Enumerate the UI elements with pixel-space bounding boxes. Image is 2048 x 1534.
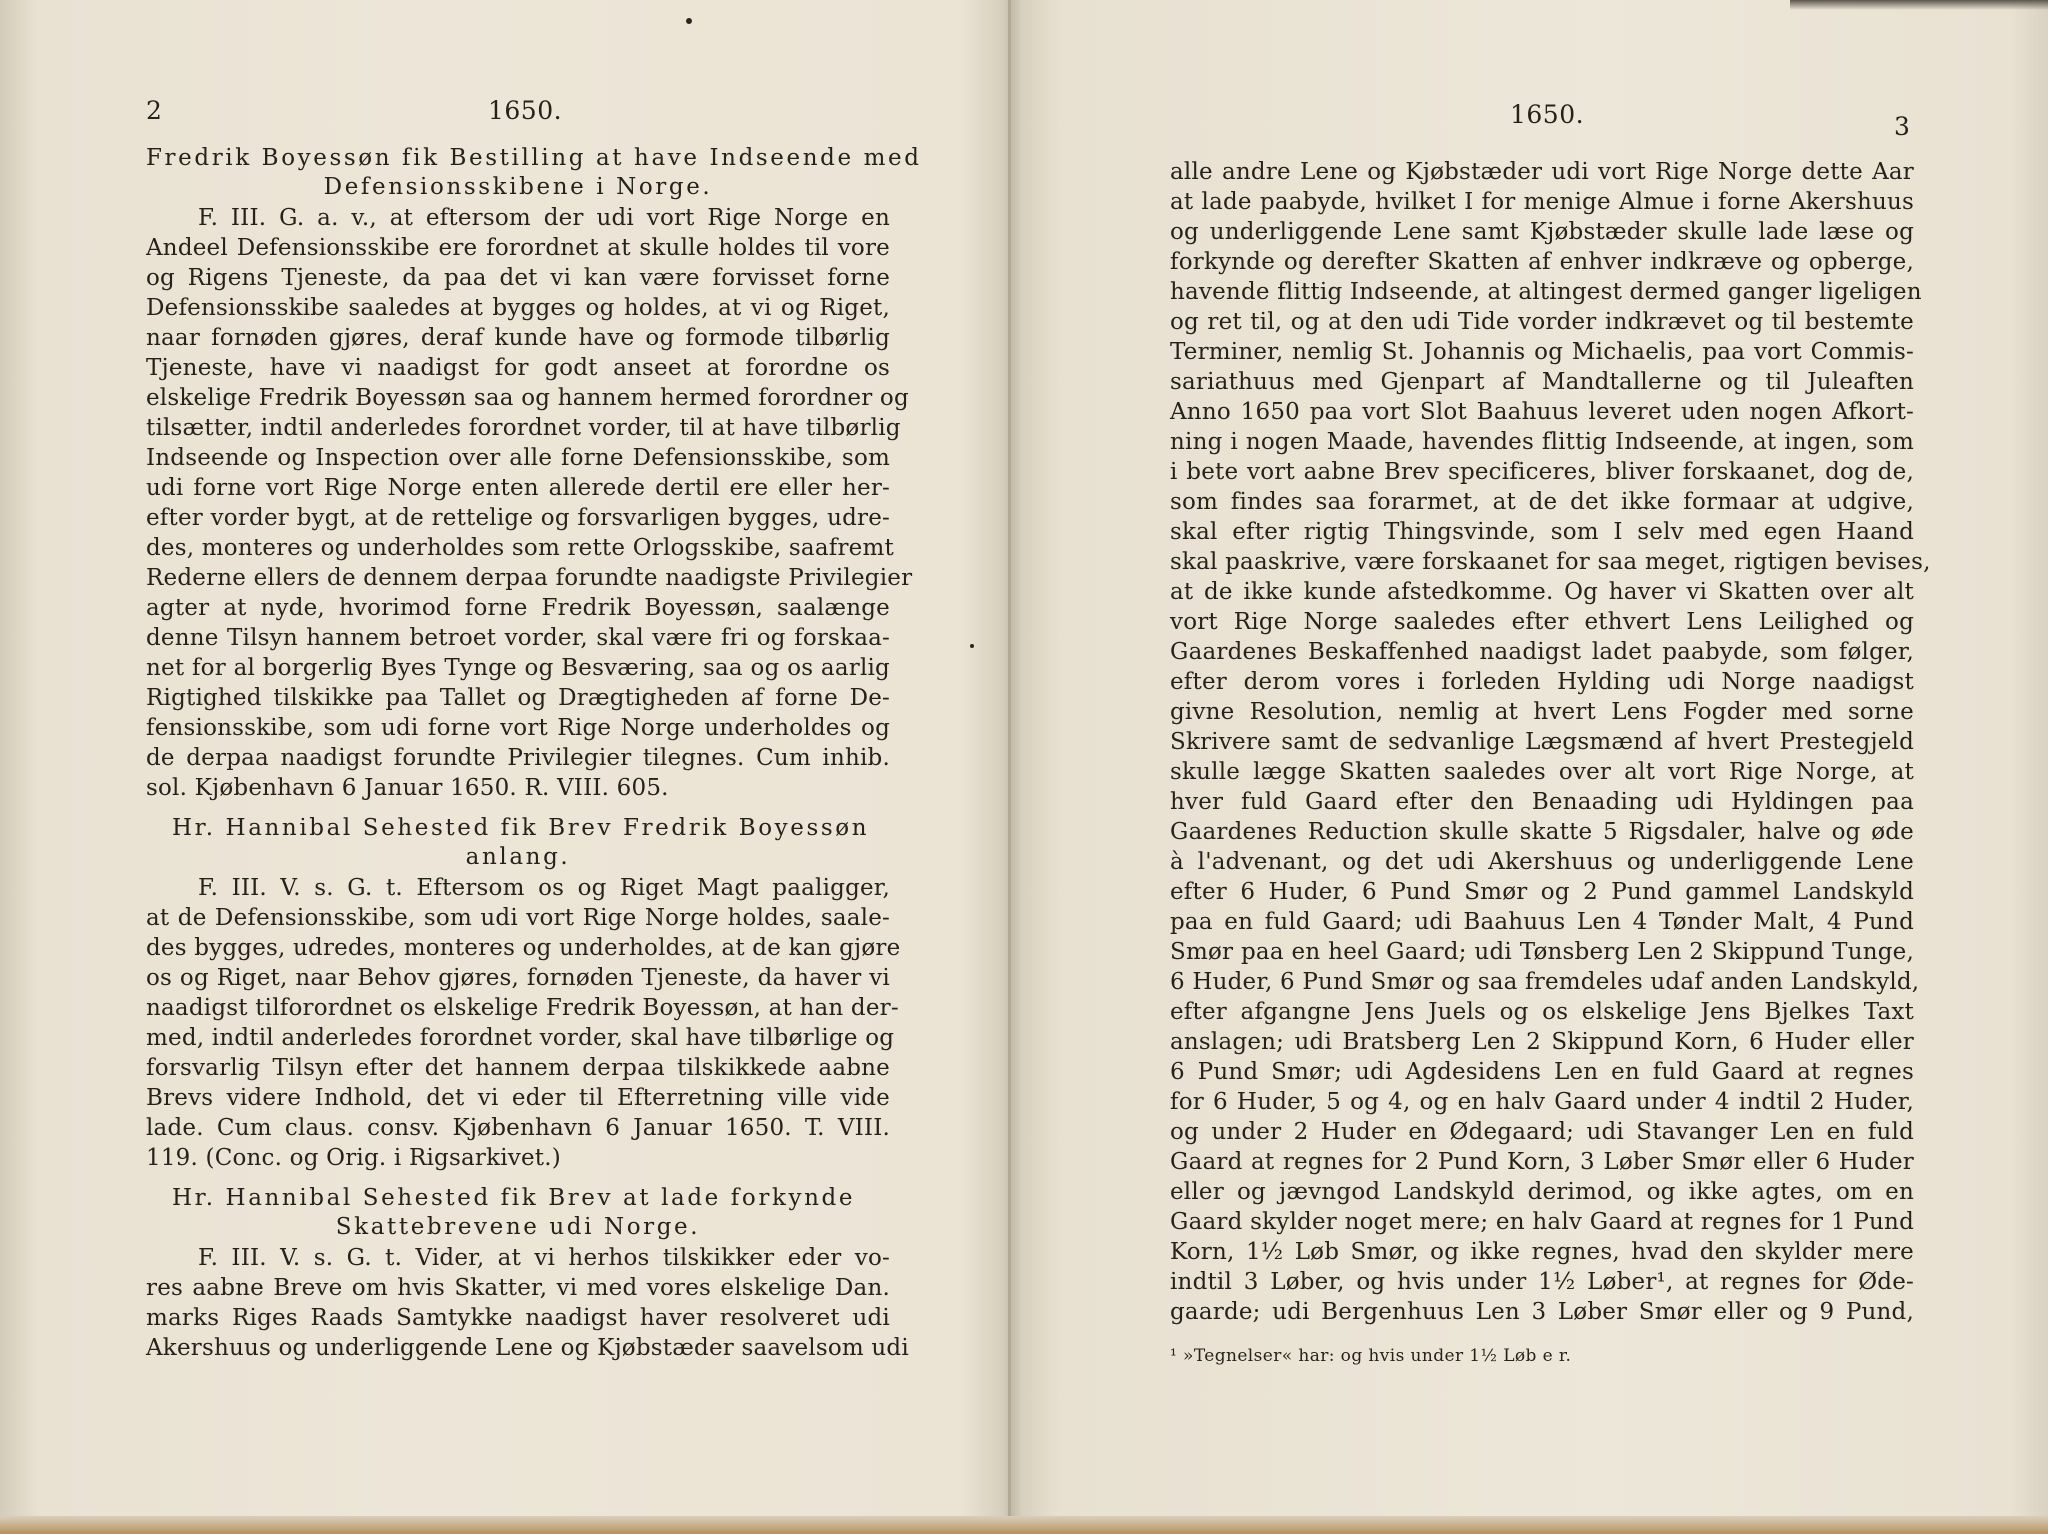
text-line: fensionsskibe, som udi forne vort Rige Norge underholdes og bbox=[146, 715, 890, 741]
text-line: skal efter rigtig Thingsvinde, som I selv med egen Haand bbox=[1170, 519, 1914, 545]
text-line: Anno 1650 paa vort Slot Baahuus leveret uden nogen Afkort- bbox=[1170, 399, 1914, 425]
text-line: Gaardenes Beskaffenhed naadigst ladet paabyde, som følger, bbox=[1170, 639, 1914, 665]
entry-heading-line: Fredrik Boyessøn fik Bestilling at have Indseende med bbox=[146, 145, 922, 171]
text-line: F. III. V. s. G. t. Eftersom os og Riget Magt paaligger, bbox=[198, 875, 890, 901]
text-line: Tjeneste, have vi naadigst for godt anseet at forordne os bbox=[146, 355, 890, 381]
text-line: efter 6 Huder, 6 Pund Smør og 2 Pund gammel Landskyld bbox=[1170, 879, 1914, 905]
text-line: efter derom vores i forleden Hylding udi Norge naadigst bbox=[1170, 669, 1914, 695]
text-line: skulle lægge Skatten saaledes over alt vort Rige Norge, at bbox=[1170, 759, 1914, 785]
scan-edge-shadow bbox=[1790, 0, 2048, 10]
text-line: i bete vort aabne Brev specificeres, bliver forskaanet, dog de, bbox=[1170, 459, 1914, 485]
text-line: os og Riget, naar Behov gjøres, fornøden Tjeneste, da haver vi bbox=[146, 965, 890, 991]
text-line: naar fornøden gjøres, deraf kunde have og formode tilbørlig bbox=[146, 325, 890, 351]
text-line: og ret til, og at den udi Tide vorder indkrævet og til bestemte bbox=[1170, 309, 1914, 335]
entry-heading-line: Defensionsskibene i Norge. bbox=[323, 174, 713, 200]
text-line: for 6 Huder, 5 og 4, og en halv Gaard under 4 indtil 2 Huder, bbox=[1170, 1089, 1914, 1115]
book-gutter bbox=[1008, 0, 1011, 1534]
printer-mark bbox=[686, 18, 692, 24]
text-line: Defensionsskibe saaledes at bygges og holdes, at vi og Riget, bbox=[146, 295, 890, 321]
text-line: lade. Cum claus. consv. Kjøbenhavn 6 Januar 1650. T. VIII. bbox=[146, 1115, 890, 1141]
text-line: F. III. V. s. G. t. Vider, at vi herhos tilskikker eder vo- bbox=[198, 1245, 890, 1271]
text-line: at lade paabyde, hvilket I for menige Almue i forne Akershuus bbox=[1170, 189, 1914, 215]
text-line: Korn, 1½ Løb Smør, og ikke regnes, hvad den skylder mere bbox=[1170, 1239, 1914, 1265]
text-line: havende flittig Indseende, at altingest dermed ganger ligeligen bbox=[1170, 279, 1922, 305]
text-line: gaarde; udi Bergenhuus Len 3 Løber Smør eller og 9 Pund, bbox=[1170, 1299, 1914, 1325]
text-line: ning i nogen Maade, havendes flittig Indseende, at ingen, som bbox=[1170, 429, 1914, 455]
text-line: tilsætter, indtil anderledes forordnet vorder, til at have tilbørlig bbox=[146, 415, 901, 441]
entry-heading-line: Hr. Hannibal Sehested fik Brev Fredrik Boyessøn bbox=[172, 815, 870, 841]
text-line: forsvarlig Tilsyn efter det hannem derpaa tilskikkede aabne bbox=[146, 1055, 890, 1081]
text-line: 6 Pund Smør; udi Agdesidens Len en fuld Gaard at regnes bbox=[1170, 1059, 1914, 1085]
text-line: sol. Kjøbenhavn 6 Januar 1650. R. VIII. 605. bbox=[146, 775, 669, 801]
text-line: Brevs videre Indhold, det vi eder til Efterretning ville vide bbox=[146, 1085, 890, 1111]
text-line: og Rigens Tjeneste, da paa det vi kan være forvisset forne bbox=[146, 265, 890, 291]
text-line: hver fuld Gaard efter den Benaading udi Hyldingen paa bbox=[1170, 789, 1914, 815]
text-line: Gaard skylder noget mere; en halv Gaard at regnes for 1 Pund bbox=[1170, 1209, 1914, 1235]
text-line: F. III. G. a. v., at eftersom der udi vort Rige Norge en bbox=[198, 205, 890, 231]
text-line: Terminer, nemlig St. Johannis og Michaelis, paa vort Commis- bbox=[1170, 339, 1914, 365]
text-line: naadigst tilforordnet os elskelige Fredrik Boyessøn, at han der- bbox=[146, 995, 899, 1021]
text-line: res aabne Breve om hvis Skatter, vi med vores elskelige Dan. bbox=[146, 1275, 890, 1301]
text-line: Andeel Defensionsskibe ere forordnet at skulle holdes til vore bbox=[146, 235, 890, 261]
text-line: Skrivere samt de sedvanlige Lægsmænd af hvert Prestegjeld bbox=[1170, 729, 1914, 755]
text-line: udi forne vort Rige Norge enten allerede dertil ere eller her- bbox=[146, 475, 890, 501]
text-line: efter vorder bygt, at de rettelige og forsvarligen bygges, udre- bbox=[146, 505, 890, 531]
text-line: med, indtil anderledes forordnet vorder, skal have tilbørlige og bbox=[146, 1025, 895, 1051]
text-line: net for al borgerlig Byes Tynge og Besværing, saa og os aarlig bbox=[146, 655, 890, 681]
text-line: indtil 3 Løber, og hvis under 1½ Løber¹, at regnes for Øde- bbox=[1170, 1269, 1914, 1295]
text-line: som findes saa forarmet, at de det ikke formaar at udgive, bbox=[1170, 489, 1914, 515]
text-line: alle andre Lene og Kjøbstæder udi vort Rige Norge dette Aar bbox=[1170, 159, 1914, 185]
text-line: forkynde og derefter Skatten af enhver indkræve og opberge, bbox=[1170, 249, 1914, 275]
printer-mark bbox=[970, 644, 974, 648]
entry-heading-line: anlang. bbox=[465, 844, 571, 870]
text-line: Gaard at regnes for 2 Pund Korn, 3 Løber Smør eller 6 Huder bbox=[1170, 1149, 1914, 1175]
year-header: 1650. bbox=[1510, 100, 1585, 129]
text-line: efter afgangne Jens Juels og os elskelige Jens Bjelkes Taxt bbox=[1170, 999, 1914, 1025]
text-line: og underliggende Lene samt Kjøbstæder skulle lade læse og bbox=[1170, 219, 1914, 245]
text-line: agter at nyde, hvorimod forne Fredrik Boyessøn, saalænge bbox=[146, 595, 890, 621]
text-line: des, monteres og underholdes som rette Orlogsskibe, saafremt bbox=[146, 535, 894, 561]
entry-heading-line: Skattebrevene udi Norge. bbox=[335, 1214, 701, 1240]
text-line: at de Defensionsskibe, som udi vort Rige Norge holdes, saale- bbox=[146, 905, 890, 931]
text-line: givne Resolution, nemlig at hvert Lens Fogder med sorne bbox=[1170, 699, 1914, 725]
entry-heading-line: Hr. Hannibal Sehested fik Brev at lade forkynde bbox=[172, 1185, 856, 1211]
scan-bottom-edge bbox=[0, 1516, 2048, 1534]
text-line: Rederne ellers de dennem derpaa forundte naadigste Privilegier bbox=[146, 565, 913, 591]
text-line: denne Tilsyn hannem betroet vorder, skal være fri og forskaa- bbox=[146, 625, 890, 651]
text-line: des bygges, udredes, monteres og underholdes, at de kan gjøre bbox=[146, 935, 901, 961]
page-number: 3 bbox=[1894, 112, 1911, 141]
text-line: de derpaa naadigst forundte Privilegier tilegnes. Cum inhib. bbox=[146, 745, 890, 771]
text-line: 119. (Conc. og Orig. i Rigsarkivet.) bbox=[146, 1145, 561, 1171]
text-line: anslagen; udi Bratsberg Len 2 Skippund Korn, 6 Huder eller bbox=[1170, 1029, 1914, 1055]
text-line: og under 2 Huder en Ødegaard; udi Stavanger Len en fuld bbox=[1170, 1119, 1914, 1145]
text-line: paa en fuld Gaard; udi Baahuus Len 4 Tønder Malt, 4 Pund bbox=[1170, 909, 1914, 935]
text-line: eller og jævngod Landskyld derimod, og ikke agtes, om en bbox=[1170, 1179, 1914, 1205]
text-line: elskelige Fredrik Boyessøn saa og hannem hermed forordner og bbox=[146, 385, 909, 411]
text-line: à l'advenant, og det udi Akershuus og underliggende Lene bbox=[1170, 849, 1914, 875]
text-line: marks Riges Raads Samtykke naadigst haver resolveret udi bbox=[146, 1305, 890, 1331]
text-line: Gaardenes Reduction skulle skatte 5 Rigsdaler, halve og øde bbox=[1170, 819, 1914, 845]
year-header: 1650. bbox=[488, 96, 563, 125]
text-line: sariathuus med Gjenpart af Mandtallerne og til Juleaften bbox=[1170, 369, 1914, 395]
footnote: ¹ »Tegnelser« har: og hvis under 1½ Løb e r. bbox=[1170, 1346, 1572, 1366]
text-line: vort Rige Norge saaledes efter ethvert Lens Leilighed og bbox=[1170, 609, 1914, 635]
text-line: Rigtighed tilskikke paa Tallet og Drægtigheden af forne De- bbox=[146, 685, 890, 711]
text-line: Indseende og Inspection over alle forne Defensionsskibe, som bbox=[146, 445, 890, 471]
text-line: Smør paa en heel Gaard; udi Tønsberg Len 2 Skippund Tunge, bbox=[1170, 939, 1914, 965]
page-number: 2 bbox=[146, 96, 163, 125]
text-line: Akershuus og underliggende Lene og Kjøbstæder saavelsom udi bbox=[146, 1335, 909, 1361]
text-line: at de ikke kunde afstedkomme. Og haver vi Skatten over alt bbox=[1170, 579, 1914, 605]
text-line: skal paaskrive, være forskaanet for saa meget, rigtigen bevises, bbox=[1170, 549, 1931, 575]
text-line: 6 Huder, 6 Pund Smør og saa fremdeles udaf anden Landskyld, bbox=[1170, 969, 1920, 995]
